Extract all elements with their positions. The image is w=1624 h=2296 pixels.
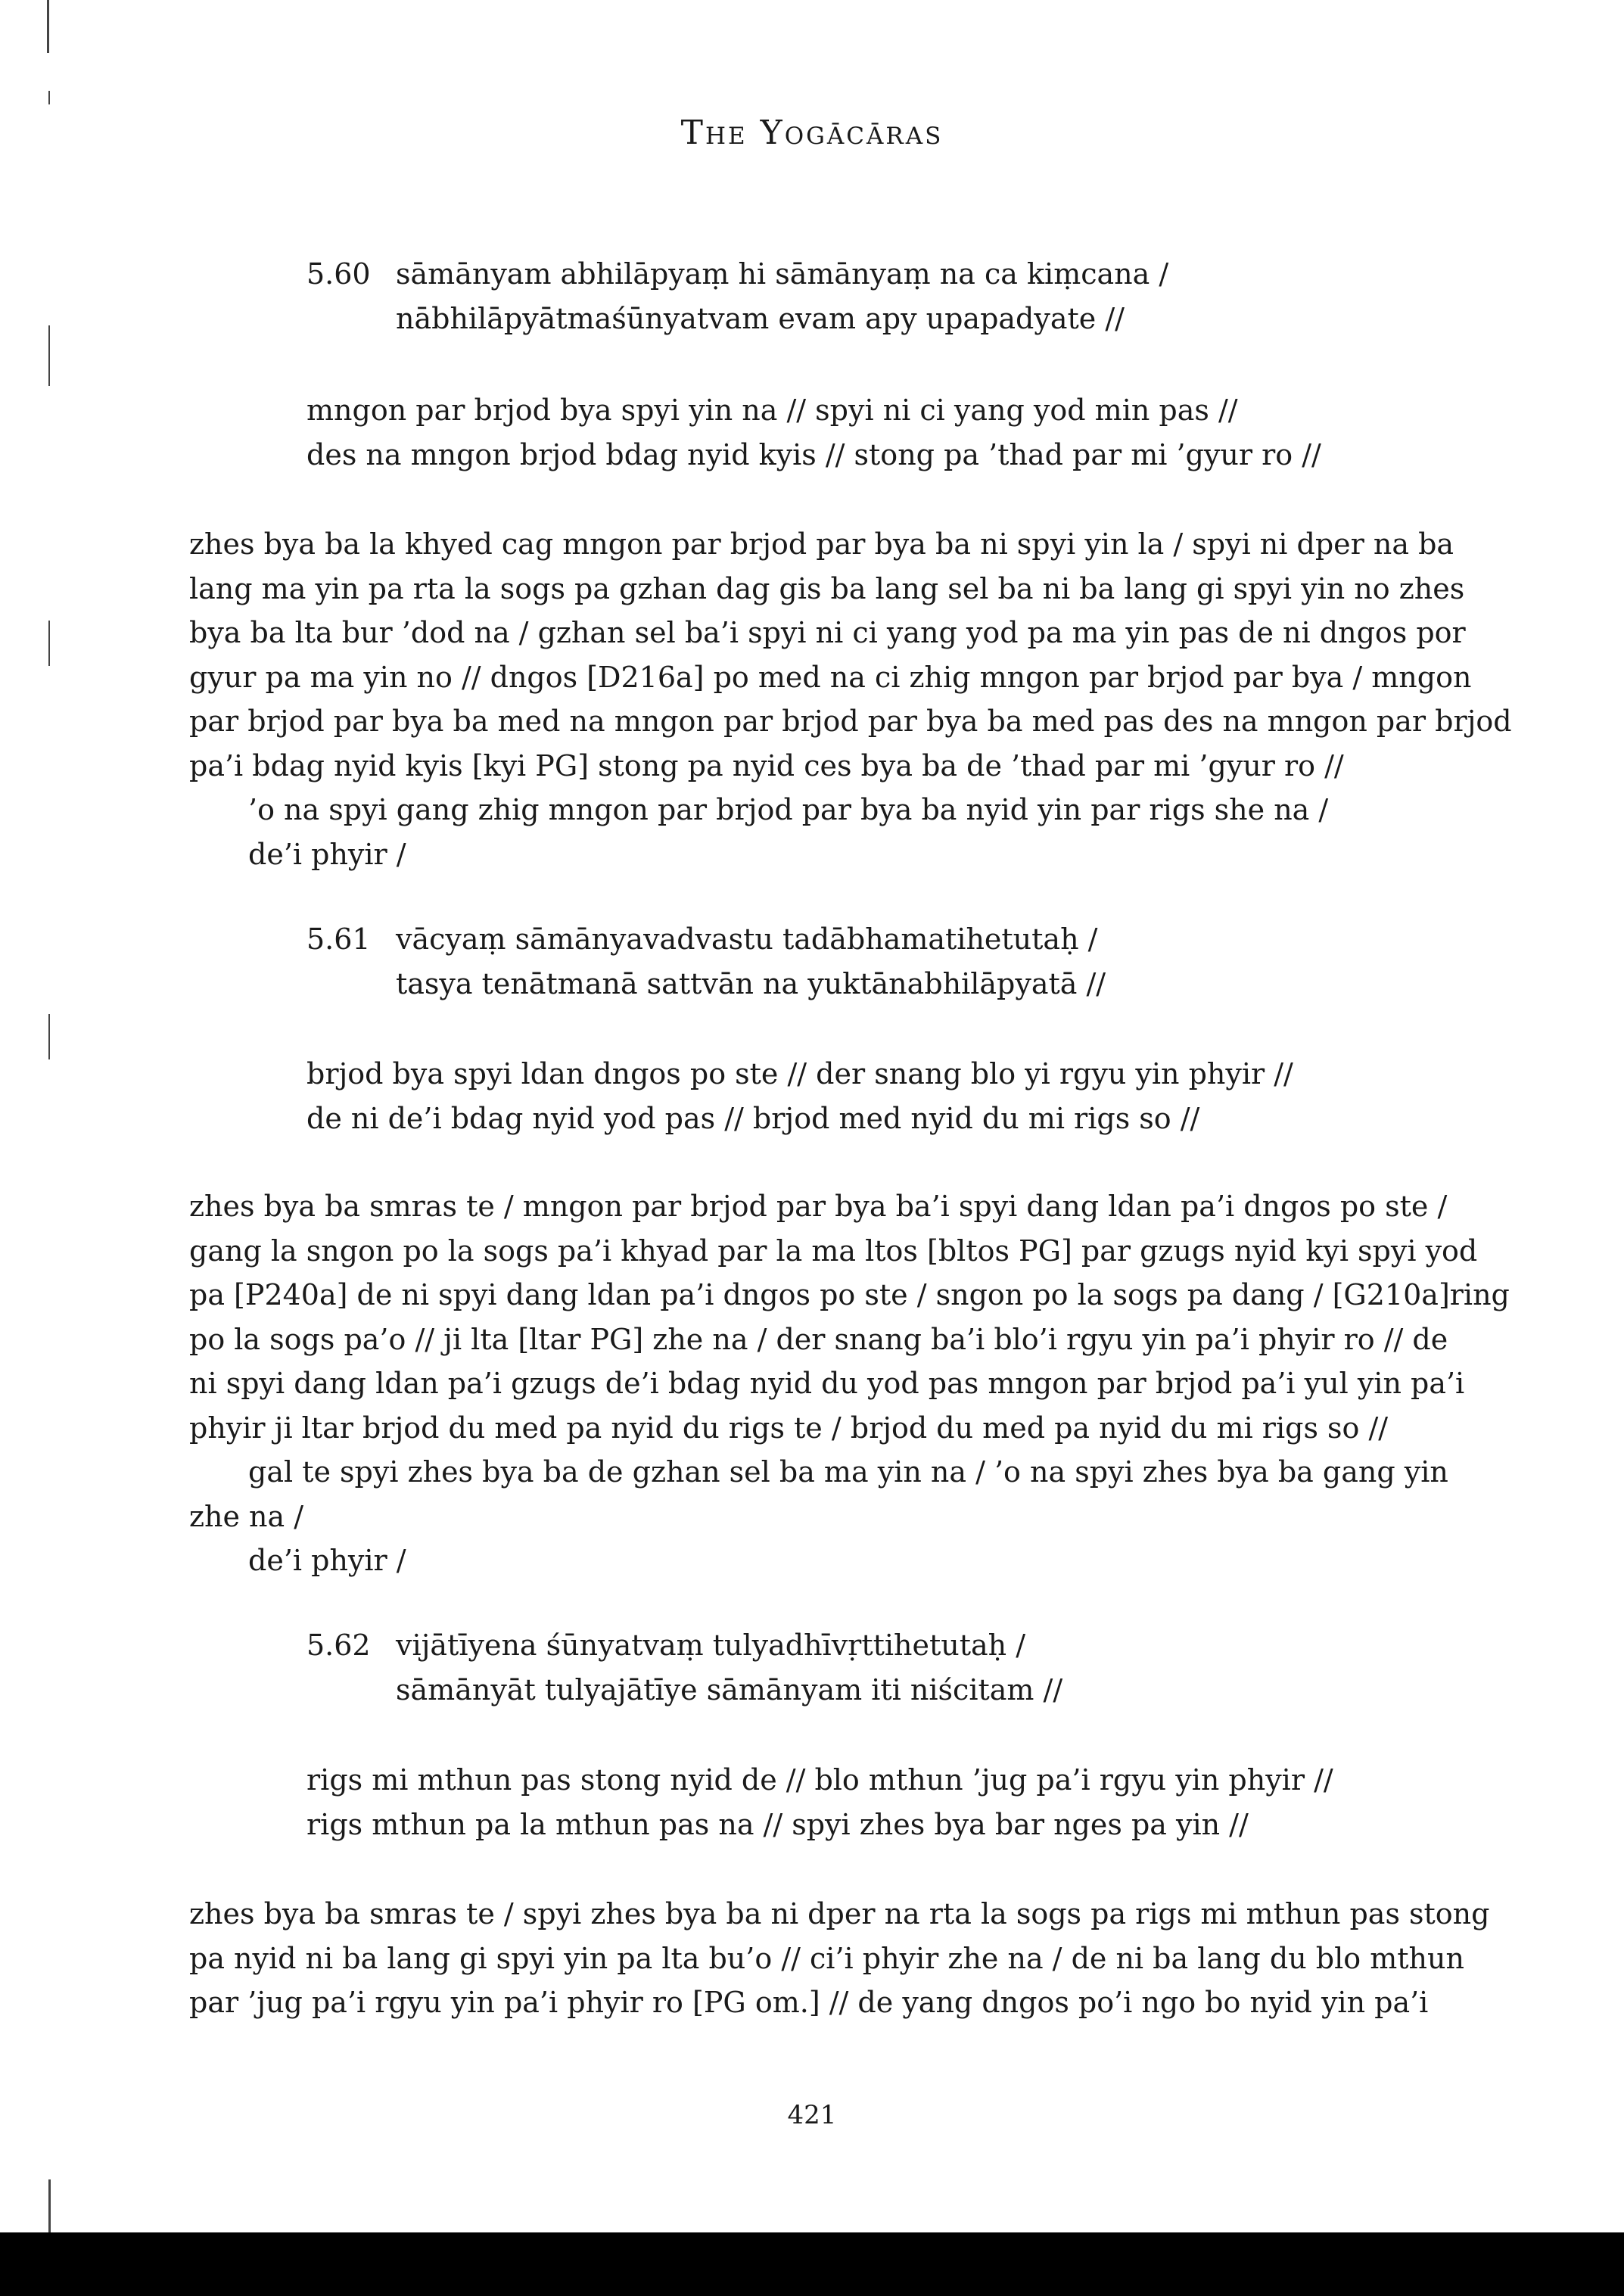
tibetan-line: de ni de’i bdag nyid yod pas // brjod med nyid du mi rigs so // — [306, 1101, 1200, 1135]
verse-line: vijātīyena śūnyatvaṃ tulyadhīvṛttihetutaḥ / — [396, 1629, 1026, 1662]
scan-edge-mark — [48, 2179, 51, 2232]
scan-edge-mark — [47, 0, 49, 53]
commentary-line: zhe na / — [189, 1499, 304, 1533]
tibetan-verse-5-60 — [306, 388, 1487, 477]
commentary-line: lang ma yin pa rta la sogs pa gzhan dag gis ba lang sel ba ni ba lang gi spyi yin no zhes — [189, 571, 1465, 605]
commentary-line: gyur pa ma yin no // dngos [D216a] po med na ci zhig mngon par brjod par bya / mngon — [189, 660, 1472, 694]
verse-line: sāmānyam abhilāpyaṃ hi sāmānyaṃ na ca kiṃcana / — [396, 257, 1169, 291]
commentary-line: pa [P240a] de ni spyi dang ldan pa’i dngos po ste / sngon po la sogs pa dang / [G210a]ring — [189, 1278, 1510, 1311]
tibetan-line: brjod bya spyi ldan dngos po ste // der snang blo yi rgyu yin phyir // — [306, 1057, 1293, 1090]
verse-line: vācyaṃ sāmānyavadvastu tadābhamatihetutaḥ / — [396, 922, 1098, 956]
commentary-line: par brjod par bya ba med na mngon par brjod par bya ba med pas des na mngon par brjod — [189, 705, 1512, 738]
commentary-line: bya ba lta bur ’dod na / gzhan sel ba’i spyi ni ci yang yod pa ma yin pas de ni dngos por — [189, 616, 1466, 649]
commentary-line: zhes bya ba la khyed cag mngon par brjod par bya ba ni spyi yin la / spyi ni dper na ba — [189, 527, 1454, 561]
tibetan-line: des na mngon brjod bdag nyid kyis // stong pa ’thad par mi ’gyur ro // — [306, 437, 1321, 471]
scan-edge-mark — [48, 621, 50, 666]
commentary-line: de’i phyir / — [248, 1544, 406, 1577]
commentary-line: pa nyid ni ba lang gi spyi yin pa lta bu’o // ci’i phyir zhe na / de ni ba lang du blo mthun — [189, 1941, 1464, 1975]
verse-line: sāmānyāt tulyajātīye sāmānyam iti niścitam // — [396, 1672, 1063, 1706]
commentary-line: gal te spyi zhes bya ba de gzhan sel ba ma yin na / ’o na spyi zhes bya ba gang yin — [248, 1455, 1448, 1489]
verse-5-60 — [306, 252, 1487, 341]
tibetan-line: rigs mthun pa la mthun pas na // spyi zhes bya bar nges pa yin // — [306, 1807, 1249, 1841]
verse-number: 5.61 — [306, 922, 371, 956]
commentary-5-61 — [189, 1184, 1510, 1583]
commentary-5-60 — [189, 522, 1512, 876]
scan-edge-mark — [48, 91, 50, 104]
tibetan-verse-5-62 — [306, 1758, 1487, 1846]
tibetan-line: rigs mi mthun pas stong nyid de // blo mthun ’jug pa’i rgyu yin phyir // — [306, 1763, 1333, 1797]
scan-bottom-border — [0, 2232, 1624, 2296]
commentary-line: pa’i bdag nyid kyis [kyi PG] stong pa nyid ces bya ba de ’thad par mi ’gyur ro // — [189, 748, 1344, 782]
verse-5-61 — [306, 917, 1487, 1006]
verse-number: 5.62 — [306, 1629, 371, 1662]
scan-edge-mark — [48, 325, 50, 386]
commentary-line: par ’jug pa’i rgyu yin pa’i phyir ro [PG om.] // de yang dngos po’i ngo bo nyid yin pa’i — [189, 1986, 1429, 2019]
verse-line: nābhilāpyātmaśūnyatvam evam apy upapadyate // — [396, 301, 1125, 335]
commentary-line: po la sogs pa’o // ji lta [ltar PG] zhe na / der snang ba’i blo’i rgyu yin pa’i phyir ro // de — [189, 1322, 1448, 1356]
tibetan-line: mngon par brjod bya spyi yin na // spyi ni ci yang yod min pas // — [306, 394, 1238, 427]
verse-number: 5.60 — [306, 257, 371, 291]
commentary-line: zhes bya ba smras te / mngon par brjod par bya ba’i spyi dang ldan pa’i dngos po ste / — [189, 1190, 1448, 1223]
commentary-line: phyir ji ltar brjod du med pa nyid du rigs te / brjod du med pa nyid du mi rigs so // — [189, 1411, 1389, 1445]
page-number: 421 — [787, 2100, 837, 2130]
verse-line: tasya tenātmanā sattvān na yuktānabhilāpyatā // — [396, 966, 1106, 1000]
tibetan-verse-5-61 — [306, 1052, 1487, 1140]
commentary-line: ’o na spyi gang zhig mngon par brjod par bya ba nyid yin par rigs she na / — [248, 793, 1329, 826]
commentary-line: ni spyi dang ldan pa’i gzugs de’i bdag nyid du yod pas mngon par brjod pa’i yul yin pa’i — [189, 1367, 1465, 1400]
commentary-line: de’i phyir / — [248, 837, 406, 871]
commentary-line: zhes bya ba smras te / spyi zhes bya ba ni dper na rta la sogs pa rigs mi mthun pas stong — [189, 1897, 1490, 1930]
commentary-5-62 — [189, 1892, 1490, 2025]
scan-edge-mark — [48, 1014, 50, 1059]
verse-5-62 — [306, 1623, 1487, 1712]
commentary-line: gang la sngon po la sogs pa’i khyad par la ma ltos [bltos PG] par gzugs nyid kyi spyi yod — [189, 1234, 1478, 1268]
running-header: The Yogācāras — [680, 114, 944, 152]
